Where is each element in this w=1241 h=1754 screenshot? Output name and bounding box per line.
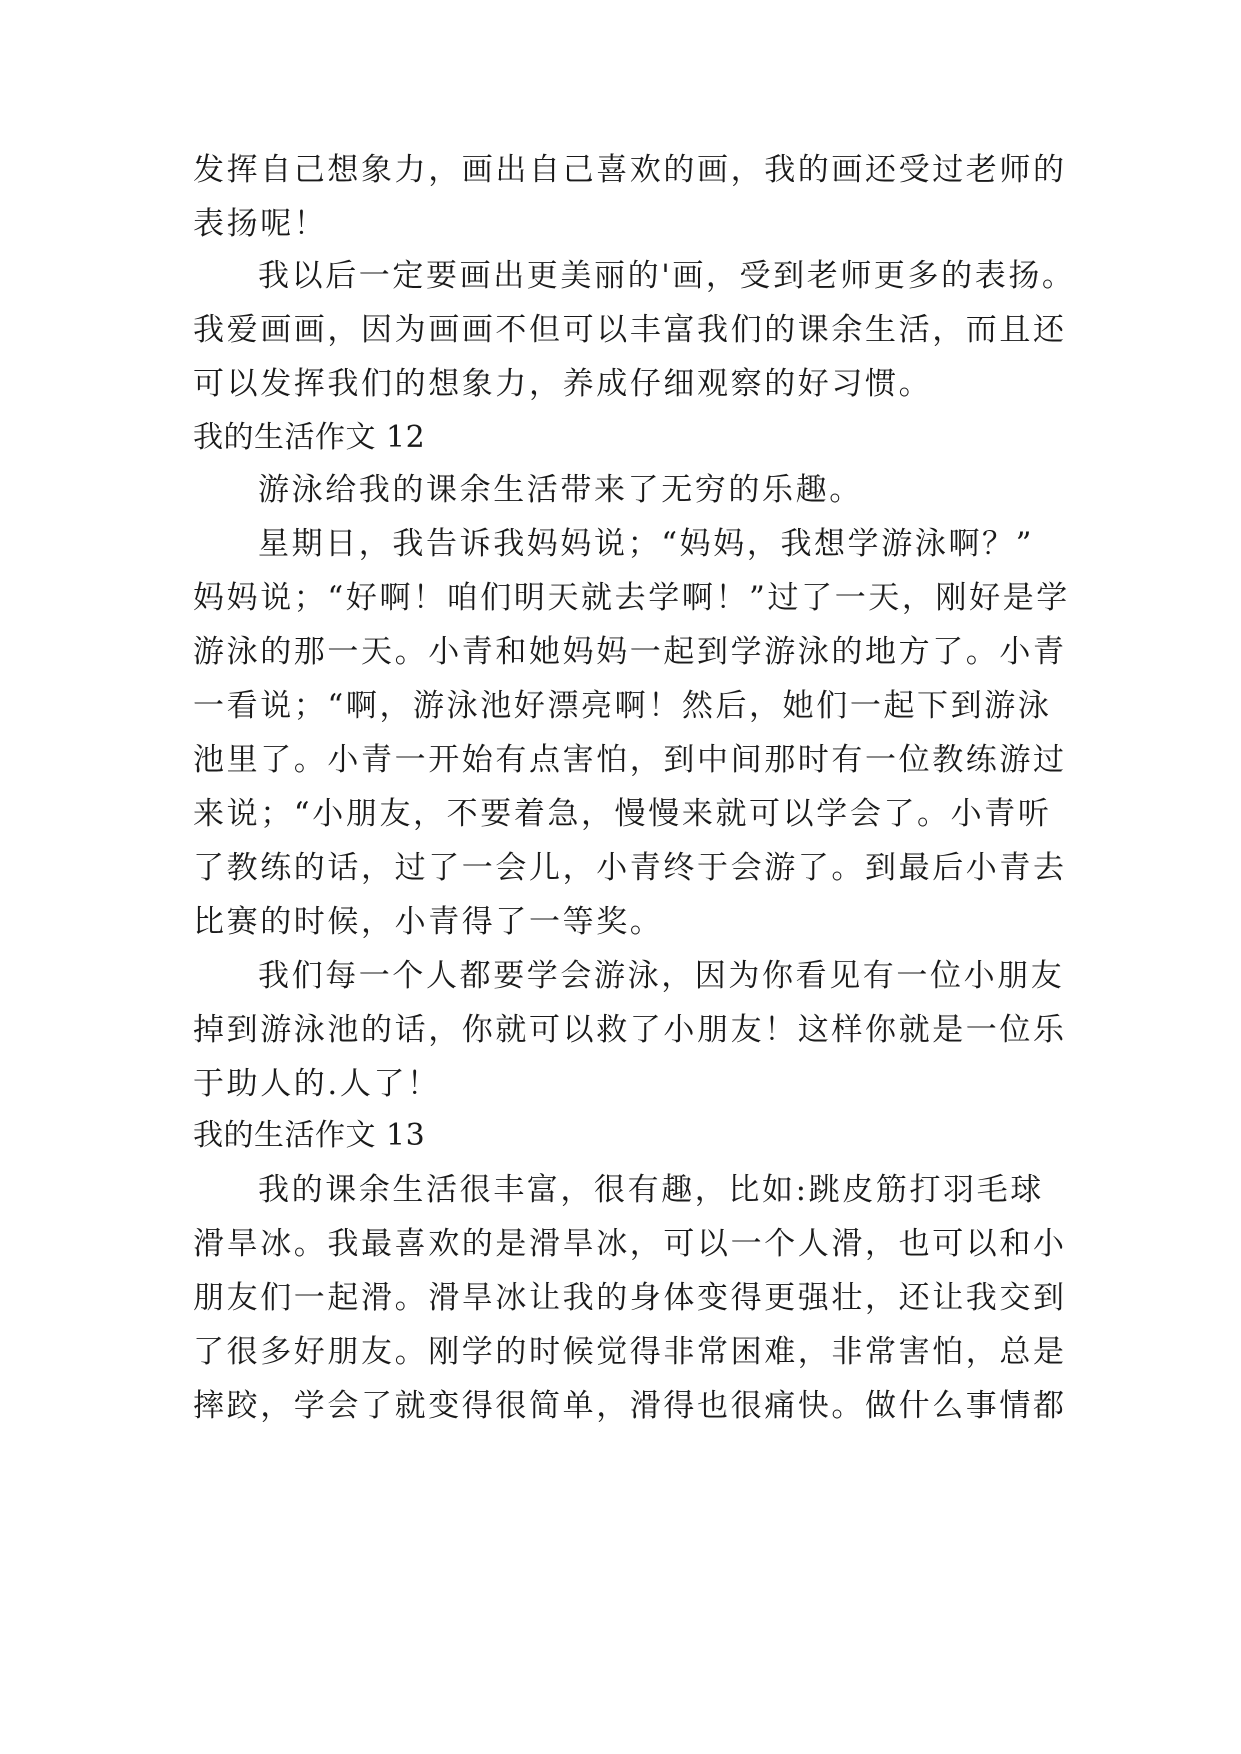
text-line: 掉到游泳池的话，你就可以救了小朋友！这样你就是一位乐 bbox=[193, 1012, 1067, 1048]
essay-title: 我的生活作文 12 bbox=[193, 420, 426, 455]
text-line: 我爱画画，因为画画不但可以丰富我们的课余生活，而且还 bbox=[193, 312, 1067, 348]
text-line: 于助人的.人了！ bbox=[193, 1066, 441, 1102]
text-line: 星期日，我告诉我妈妈说；“妈妈，我想学游泳啊？” bbox=[258, 526, 1035, 562]
text-line: 游泳的那一天。小青和她妈妈一起到学游泳的地方了。小青 bbox=[193, 634, 1067, 670]
text-line: 发挥自己想象力，画出自己喜欢的画，我的画还受过老师的 bbox=[193, 152, 1067, 188]
text-line: 滑旱冰。我最喜欢的是滑旱冰，可以一个人滑，也可以和小 bbox=[193, 1226, 1067, 1262]
text-line: 了很多好朋友。刚学的时候觉得非常困难，非常害怕，总是 bbox=[193, 1334, 1067, 1370]
text-line: 摔跤，学会了就变得很简单，滑得也很痛快。做什么事情都 bbox=[193, 1388, 1067, 1424]
text-line: 我以后一定要画出更美丽的'画，受到老师更多的表扬。 bbox=[258, 258, 1076, 294]
text-line: 朋友们一起滑。滑旱冰让我的身体变得更强壮，还让我交到 bbox=[193, 1280, 1067, 1316]
text-line: 来说；“小朋友，不要着急，慢慢来就可以学会了。小青听 bbox=[193, 796, 1052, 832]
text-line: 妈妈说；“好啊！咱们明天就去学啊！”过了一天，刚好是学 bbox=[193, 580, 1070, 616]
text-line: 可以发挥我们的想象力，养成仔细观察的好习惯。 bbox=[193, 366, 933, 402]
text-line: 了教练的话，过了一会儿，小青终于会游了。到最后小青去 bbox=[193, 850, 1067, 886]
text-line: 比赛的时候，小青得了一等奖。 bbox=[193, 904, 664, 940]
text-line: 我们每一个人都要学会游泳，因为你看见有一位小朋友 bbox=[258, 958, 1065, 994]
text-line: 表扬呢！ bbox=[193, 206, 328, 242]
text-line: 一看说；“啊，游泳池好漂亮啊！然后，她们一起下到游泳 bbox=[193, 688, 1052, 724]
text-line: 游泳给我的课余生活带来了无穷的乐趣。 bbox=[258, 472, 863, 508]
essay-title: 我的生活作文 13 bbox=[193, 1118, 426, 1153]
text-line: 我的课余生活很丰富，很有趣，比如:跳皮筋打羽毛球 bbox=[258, 1172, 1044, 1208]
text-line: 池里了。小青一开始有点害怕，到中间那时有一位教练游过 bbox=[193, 742, 1067, 778]
